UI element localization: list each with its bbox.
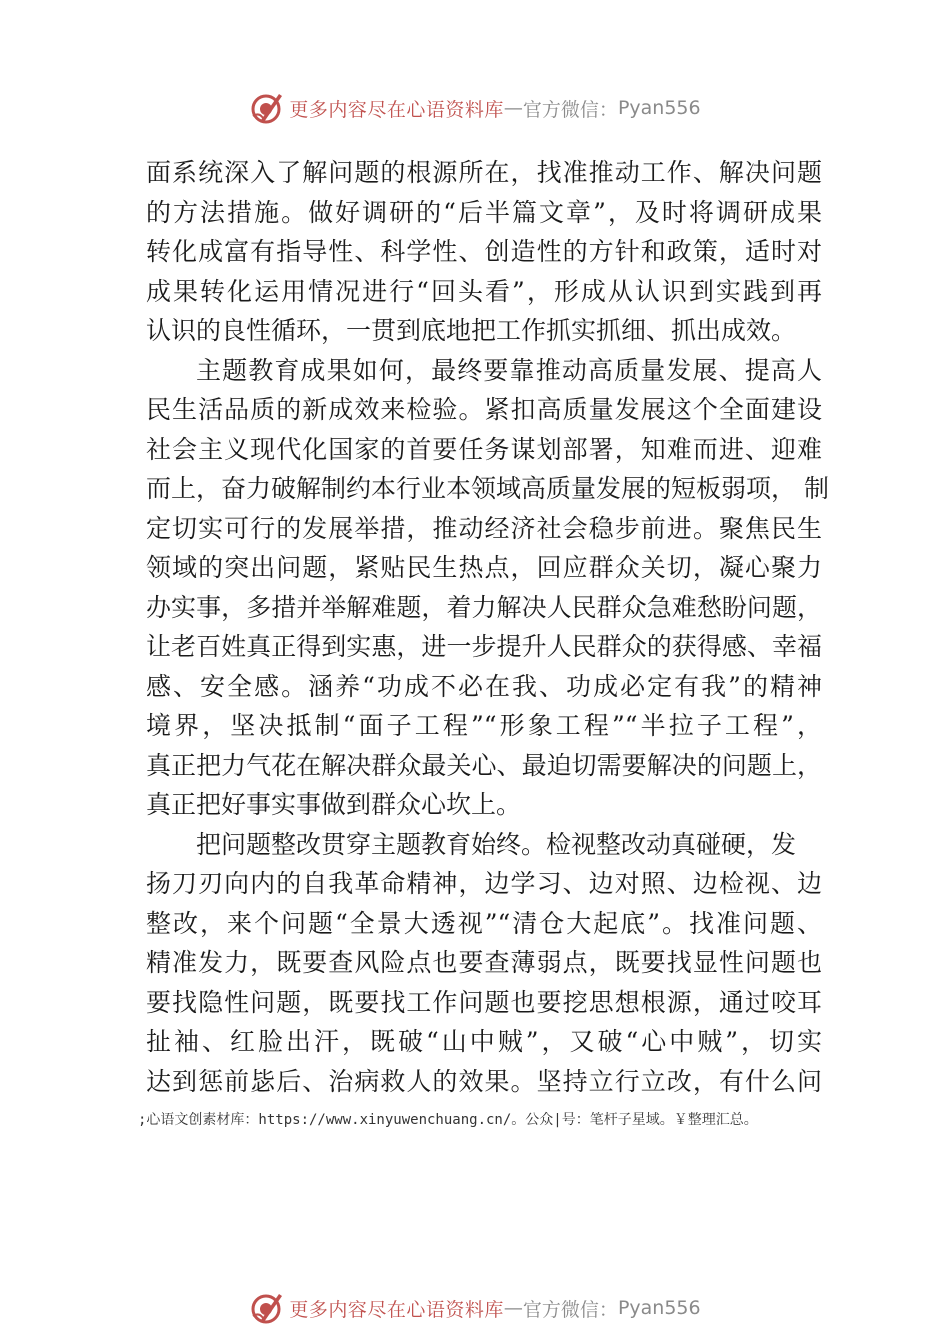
banner-title: 更多内容尽在心语资料库 bbox=[289, 1298, 504, 1321]
banner-separator: — bbox=[503, 1297, 523, 1319]
pen-logo-icon bbox=[249, 1290, 285, 1326]
body-line: 的方法措施。做好调研的“后半篇文章”，及时将调研成果 bbox=[146, 197, 822, 227]
body-line: 真正把力气花在解决群众最关心、最迫切需要解决的问题上， bbox=[146, 750, 822, 780]
banner-title: 更多内容尽在心语资料库 bbox=[289, 98, 504, 121]
body-line: 认识的良性循环，一贯到底地把工作抓实抓细、抓出成效。 bbox=[146, 316, 797, 345]
body-line: 而上，奋力破解制约本行业本领域高质量发展的短板弱项， 制 bbox=[146, 474, 829, 503]
body-line: 扬刀刃向内的自我革命精神，边学习、边对照、边检视、边 bbox=[146, 869, 822, 898]
body-line: 社会主义现代化国家的首要任务谋划部署，知难而进、迎难 bbox=[146, 434, 822, 464]
body-line: 扯袖、红脸出汗，既破“山中贼”，又破“心中贼”，切实 bbox=[146, 1027, 822, 1056]
body-line: 成果转化运用情况进行“回头看”，形成从认识到实践到再 bbox=[146, 276, 822, 306]
banner-wechat-id: Pyan556 bbox=[617, 97, 701, 119]
body-line: 要找隐性问题，既要找工作问题也要挖思想根源，通过咬耳 bbox=[146, 987, 822, 1017]
body-line: 精准发力，既要查风险点也要查薄弱点，既要找显性问题也 bbox=[146, 948, 822, 977]
body-line: 转化成富有指导性、科学性、创造性的方针和政策，适时对 bbox=[146, 237, 822, 266]
body-line: 感、安全感。涵养“功成不必在我、功成必定有我”的精神 bbox=[146, 671, 822, 701]
source-footnote: ;心语文创素材库：https://www.xinyuwenchuang.cn/。公众|号：笔杆子星域。￥整理汇总。 bbox=[138, 1112, 758, 1128]
body-line: 真正把好事实事做到群众心坎上。 bbox=[146, 790, 522, 819]
paragraph-start-line: 把问题整改贯穿主题教育始终。检视整改动真碰硬，发 bbox=[196, 829, 797, 859]
body-line: 办实事，多措并举解难题，着力解决人民群众急难愁盼问题， bbox=[146, 592, 822, 622]
body-line: 领域的突出问题，紧贴民生热点，回应群众关切，凝心聚力 bbox=[146, 553, 822, 582]
banner-wechat-label: 官方微信： bbox=[522, 98, 618, 121]
footer-banner bbox=[0, 1288, 950, 1328]
banner-wechat-id: Pyan556 bbox=[617, 1297, 701, 1319]
body-line: 定切实可行的发展举措，推动经济社会稳步前进。聚焦民生 bbox=[146, 513, 822, 543]
body-line: 让老百姓真正得到实惠，进一步提升人民群众的获得感、幸福 bbox=[146, 632, 822, 661]
body-line: 面系统深入了解问题的根源所在，找准推动工作、解决问题 bbox=[146, 158, 822, 187]
article-body bbox=[146, 153, 829, 1101]
banner-separator: — bbox=[503, 97, 523, 119]
banner-wechat-label: 官方微信： bbox=[522, 1298, 618, 1321]
pen-logo-icon bbox=[249, 90, 285, 126]
body-line: 达到惩前毖后、治病救人的效果。坚持立行立改，有什么问 bbox=[146, 1066, 822, 1096]
body-line: 境界，坚决抵制“面子工程”“形象工程”“半拉子工程”， bbox=[146, 711, 822, 740]
paragraph-start-line: 主题教育成果如何，最终要靠推动高质量发展、提高人 bbox=[196, 355, 822, 385]
body-line: 民生活品质的新成效来检验。紧扣高质量发展这个全面建设 bbox=[146, 395, 822, 424]
body-line: 整改，来个问题“全景大透视”“清仓大起底”。找准问题、 bbox=[146, 908, 822, 938]
header-banner bbox=[0, 88, 950, 128]
